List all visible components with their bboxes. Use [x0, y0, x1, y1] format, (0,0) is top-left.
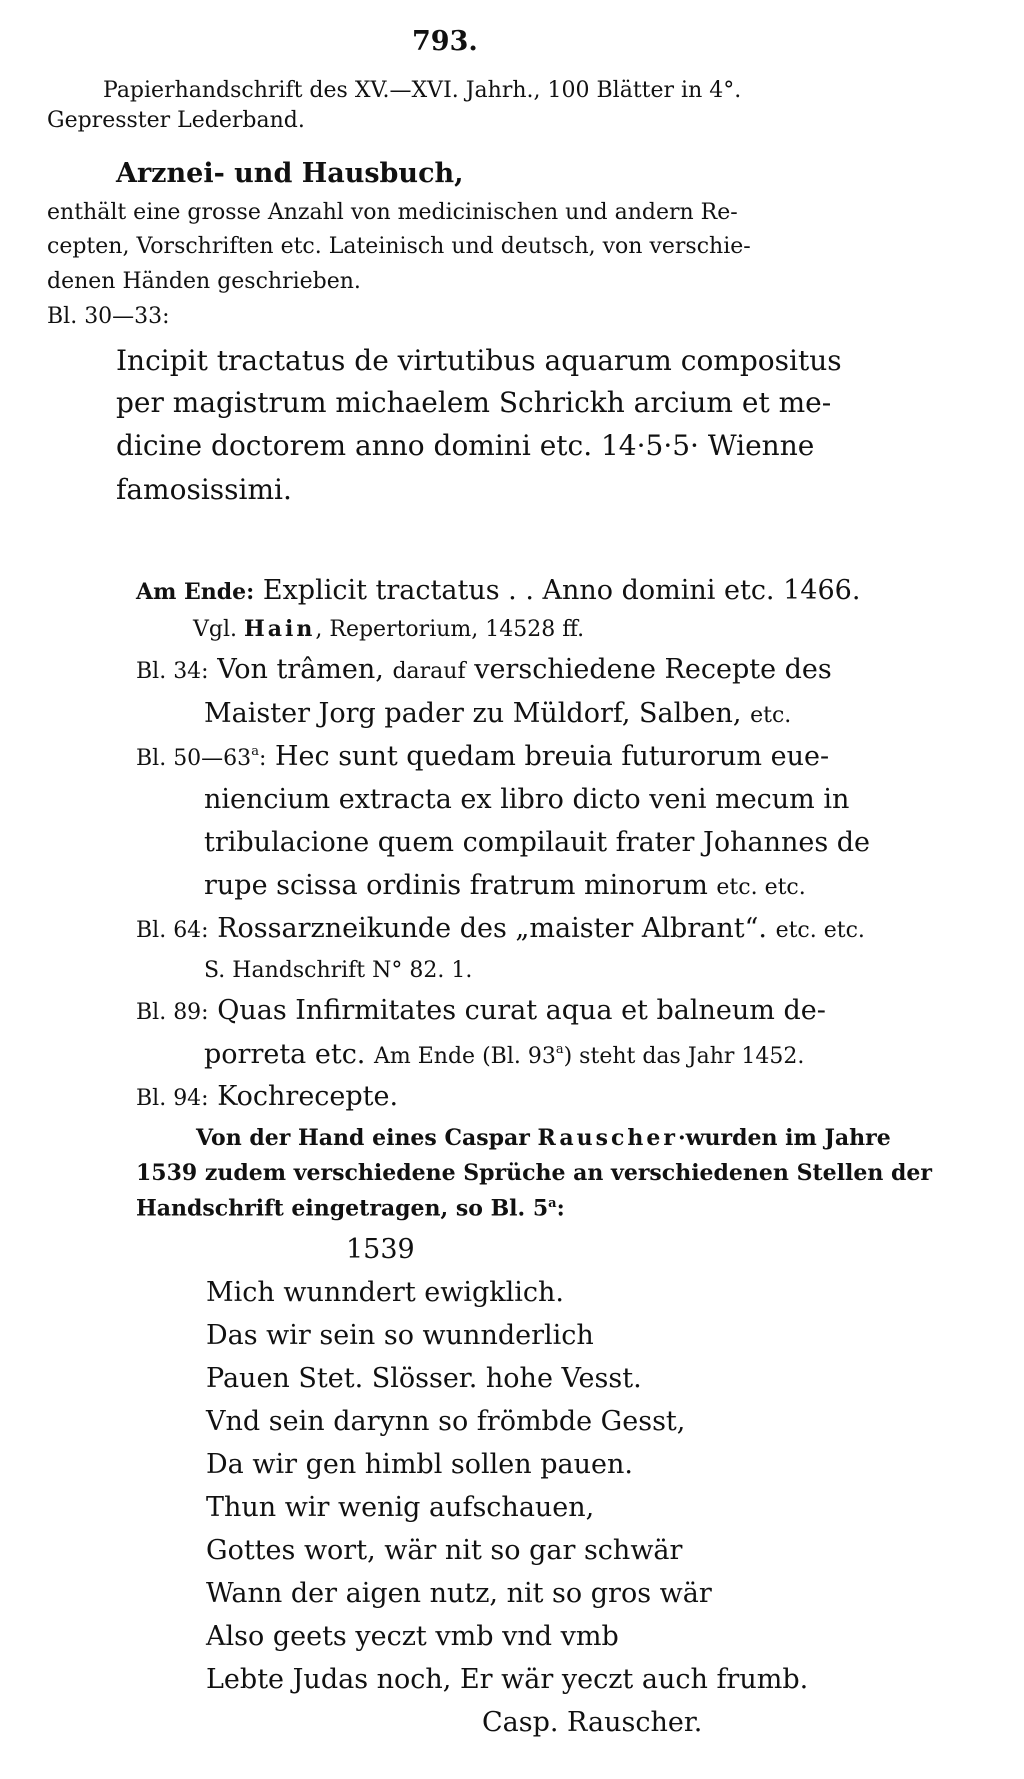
- incipit-line-2: per magistrum michaelem Schrickh arcium et me-: [116, 386, 832, 419]
- bl94-text: Kochrecepte.: [217, 1081, 399, 1112]
- poem-line-5: Da wir gen himbl sollen pauen.: [206, 1449, 633, 1480]
- incipit-line-3: dicine doctorem anno domini etc. 14·5·5· Wienne: [116, 429, 815, 462]
- bl34-label: Bl. 34:: [136, 659, 209, 684]
- bl89-text-2: porreta etc.: [204, 1039, 366, 1070]
- am-ende-text: Explicit tractatus . . Anno domini etc. 1466.: [262, 575, 861, 606]
- hain-ref-rest: , Repertorium, 14528 ff.: [315, 617, 585, 642]
- poem-line-8: Wann der aigen nutz, nit so gros wär: [206, 1578, 712, 1609]
- rauscher-note-name: Rauscher: [537, 1125, 678, 1151]
- rauscher-note-3a: Handschrift eingetragen, so Bl. 5: [136, 1195, 549, 1222]
- bl50-line-3: tribulacione quem compilauit frater Johannes de: [204, 827, 871, 858]
- am-ende-label: Am Ende:: [136, 579, 255, 605]
- bl64-line-2: S. Handschrift N° 82. 1.: [204, 958, 473, 983]
- bl34-text-2: Maister Jorg pader zu Müldorf, Salben,: [204, 698, 742, 729]
- rauscher-note-1b: ·wurden im Jahre: [677, 1125, 891, 1151]
- bl94-line: [136, 1083, 398, 1110]
- bl34-line-2: [204, 700, 791, 727]
- poem-line-2: Das wir sein so wunnderlich: [206, 1320, 594, 1351]
- bl34-line-1: [136, 656, 832, 683]
- bl50-label: Bl. 50—63: [136, 746, 252, 771]
- bl34-text-2b: etc.: [750, 703, 792, 728]
- rauscher-note-line-1: [196, 1127, 891, 1149]
- bl50-text-4b: etc. etc.: [716, 875, 806, 900]
- description-line-1: enthält eine grosse Anzahl von medicinischen und andern Re-: [47, 200, 738, 225]
- bl64-text-1: Rossarzneikunde des „maister Albrant“.: [217, 913, 767, 944]
- bl89-text-2b: Am Ende (Bl. 93: [374, 1044, 556, 1069]
- rauscher-note-3-sup: a: [548, 1196, 557, 1211]
- bl34-text-1: Von trâmen,: [217, 654, 384, 685]
- am-ende-line: [136, 577, 860, 604]
- bl89-line-2: [204, 1041, 804, 1068]
- bl89-text-2c: ) steht das Jahr 1452.: [563, 1044, 805, 1069]
- bl89-label: Bl. 89:: [136, 1000, 209, 1025]
- bl34-text-1c: verschiedene Recepte des: [474, 654, 832, 685]
- poem-year: 1539: [346, 1234, 415, 1265]
- incipit-line-1: Incipit tractatus de virtutibus aquarum compositus: [116, 344, 842, 377]
- poem-line-10: Lebte Judas noch, Er wär yeczt auch frumb.: [206, 1664, 809, 1695]
- bl64-label: Bl. 64:: [136, 918, 209, 943]
- hain-ref-author: Hain: [244, 616, 316, 642]
- bl50-label-sup: a: [251, 744, 259, 759]
- bl50-line-2: niencium extracta ex libro dicto veni mecum in: [204, 784, 850, 815]
- bl94-label: Bl. 94:: [136, 1086, 209, 1111]
- bl64-text-1b: etc. etc.: [775, 918, 865, 943]
- rauscher-note-line-2: 1539 zudem verschiedene Sprüche an verschiedenen Stellen der: [136, 1160, 932, 1186]
- rauscher-note-1a: Von der Hand eines Caspar: [196, 1125, 530, 1151]
- header-line-2: Gepresster Lederband.: [47, 108, 305, 133]
- bl50-text-4: rupe scissa ordinis fratrum minorum: [204, 870, 708, 901]
- bl64-line-1: [136, 915, 865, 942]
- bl89-text-2b-sup: a: [555, 1042, 564, 1057]
- poem-line-3: Pauen Stet. Slösser. hohe Vesst.: [206, 1363, 642, 1394]
- poem-line-4: Vnd sein darynn so frömbde Gesst,: [206, 1406, 686, 1437]
- poem-line-7: Gottes wort, wär nit so gar schwär: [206, 1535, 683, 1566]
- hain-ref-prefix: Vgl.: [193, 617, 237, 642]
- rauscher-note-line-3: [136, 1195, 565, 1222]
- description-line-3: denen Händen geschrieben.: [47, 269, 361, 294]
- poem-line-9: Also geets yeczt vmb vnd vmb: [206, 1621, 619, 1652]
- rauscher-note-3b: :: [556, 1195, 565, 1222]
- hain-reference: [193, 618, 584, 641]
- bl50-line-4: [204, 872, 806, 899]
- incipit-line-4: famosissimi.: [116, 473, 292, 506]
- manuscript-title: Arznei- und Hausbuch,: [116, 158, 464, 189]
- description-line-2: cepten, Vorschriften etc. Lateinisch und deutsch, von verschie-: [47, 234, 751, 259]
- bl34-text-1b: darauf: [392, 659, 466, 684]
- bl50-line-1: [136, 743, 829, 770]
- bl89-text-1: Quas Infirmitates curat aqua et balneum de-: [217, 995, 826, 1026]
- poem-line-6: Thun wir wenig aufschauen,: [206, 1492, 595, 1523]
- folio-ref-30-33: Bl. 30—33:: [47, 304, 170, 329]
- bl50-label-colon: :: [258, 746, 267, 771]
- poem-signature: Casp. Rauscher.: [482, 1707, 703, 1738]
- header-line-1: Papierhandschrift des XV.—XVI. Jahrh., 100 Blätter in 4°.: [103, 78, 742, 103]
- poem-line-1: Mich wunndert ewigklich.: [206, 1277, 564, 1308]
- bl89-line-1: [136, 997, 826, 1024]
- page-number: 793.: [412, 26, 478, 57]
- bl50-text-1: Hec sunt quedam breuia futurorum eue-: [274, 741, 830, 772]
